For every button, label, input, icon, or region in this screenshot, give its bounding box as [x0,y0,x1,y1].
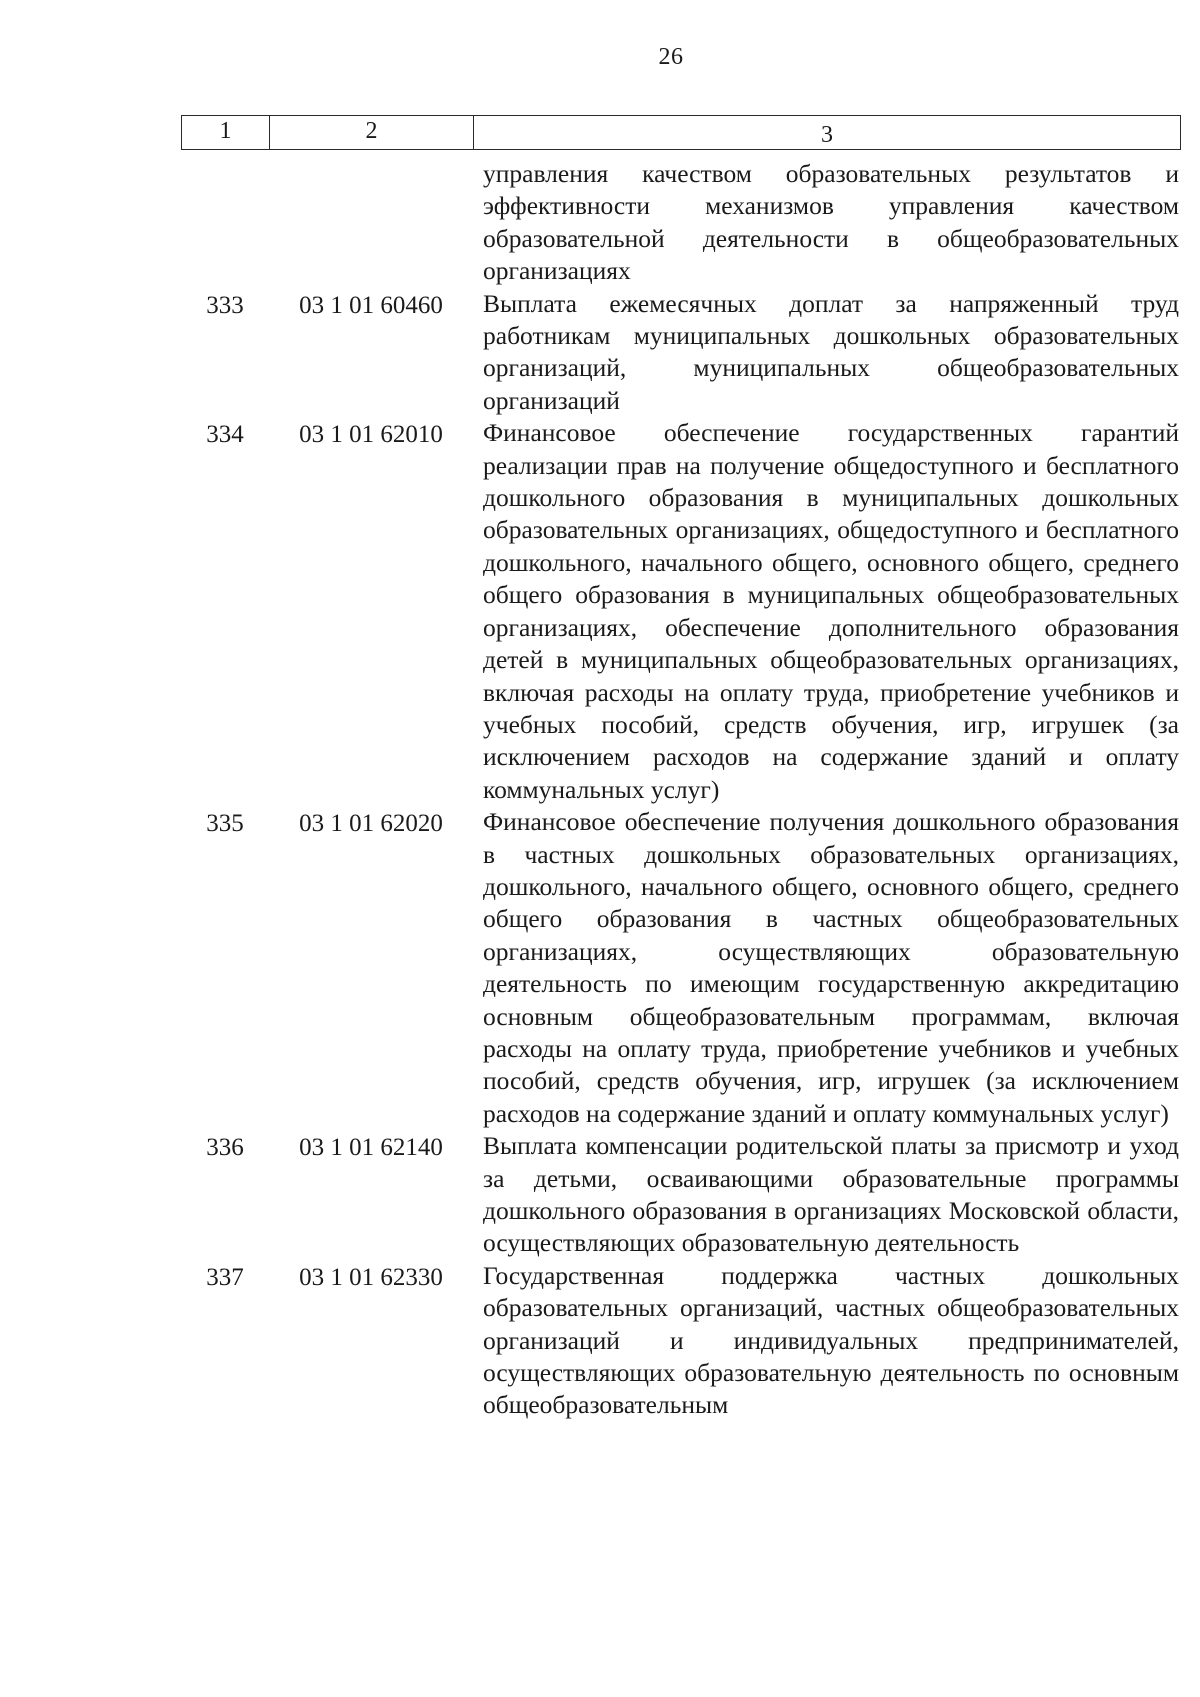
table-row-336 [181,1130,1181,1260]
page-number: 26 [658,44,684,70]
row-number: 334 [206,421,244,449]
row-code: 03 1 01 62020 [299,810,443,838]
row-code: 03 1 01 62330 [299,1263,443,1291]
row-code: 03 1 01 60460 [299,291,443,319]
table-header-col-2: 2 [270,116,474,149]
row-code: 03 1 01 62010 [299,421,443,449]
table-row-333 [181,288,1181,418]
row-description: Финансовое обеспечение получения дошкольного образования в частных дошкольных образовательных организациях, дошкольного, начального общего, основного общего, среднего общего образования в частных общеобразовательных организациях, осуществляющих образовательную деятельность по имеющим государственную аккредитацию основным общеобразовательным программам, включая расходы на оплату труда, приобретение учебников и учебных пособий, средств обучения, игр, игрушек (за исключением расходов на содержание зданий и оплату коммунальных услуг) [483,807,1179,1128]
table-row-335 [181,806,1181,1130]
row-code: 03 1 01 62140 [299,1134,443,1162]
table-header-col-1: 1 [182,116,270,149]
row-number: 335 [206,810,244,838]
table-row-continuation [181,158,1181,288]
table-body [181,158,1181,1422]
row-description: Государственная поддержка частных дошкольных образовательных организаций, частных общеобразовательных организаций и индивидуальных предпринимателей, осуществляющих образовательную деятельность по основным общеобразовательным [483,1260,1179,1420]
row-code [269,158,473,160]
row-number [181,158,269,160]
row-number: 337 [206,1263,244,1291]
row-description: Выплата ежемесячных доплат за напряженный труд работникам муниципальных дошкольных образовательных организаций, муниципальных общеобразовательных организаций [483,288,1179,415]
table-header-col-3: 3 [821,122,833,148]
row-description: управления качеством образовательных результатов и эффективности механизмов управления качеством образовательной деятельности в общеобразовательных организациях [483,159,1179,286]
row-number: 333 [206,291,244,319]
table-row-334 [181,417,1181,806]
row-number: 336 [206,1134,244,1162]
table-row-337 [181,1260,1181,1422]
table-header-row [181,115,1181,150]
row-description: Выплата компенсации родительской платы за присмотр и уход за детьми, осваивающими образовательные программы дошкольного образования в организациях Московской области, осуществляющих образовательную деятельность [483,1131,1179,1258]
row-description: Финансовое обеспечение государственных гарантий реализации прав на получение общедоступного и бесплатного дошкольного образования в муниципальных дошкольных образовательных организациях, общедоступного и бесплатного дошкольного, начального общего, основного общего, среднего общего образования в муниципальных общеобразовательных организациях, обеспечение дополнительного образования детей в муниципальных общеобразовательных организациях, включая расходы на оплату труда, приобретение учебников и учебных пособий, средств обучения, игр, игрушек (за исключением расходов на содержание зданий и оплату коммунальных услуг) [483,418,1179,804]
